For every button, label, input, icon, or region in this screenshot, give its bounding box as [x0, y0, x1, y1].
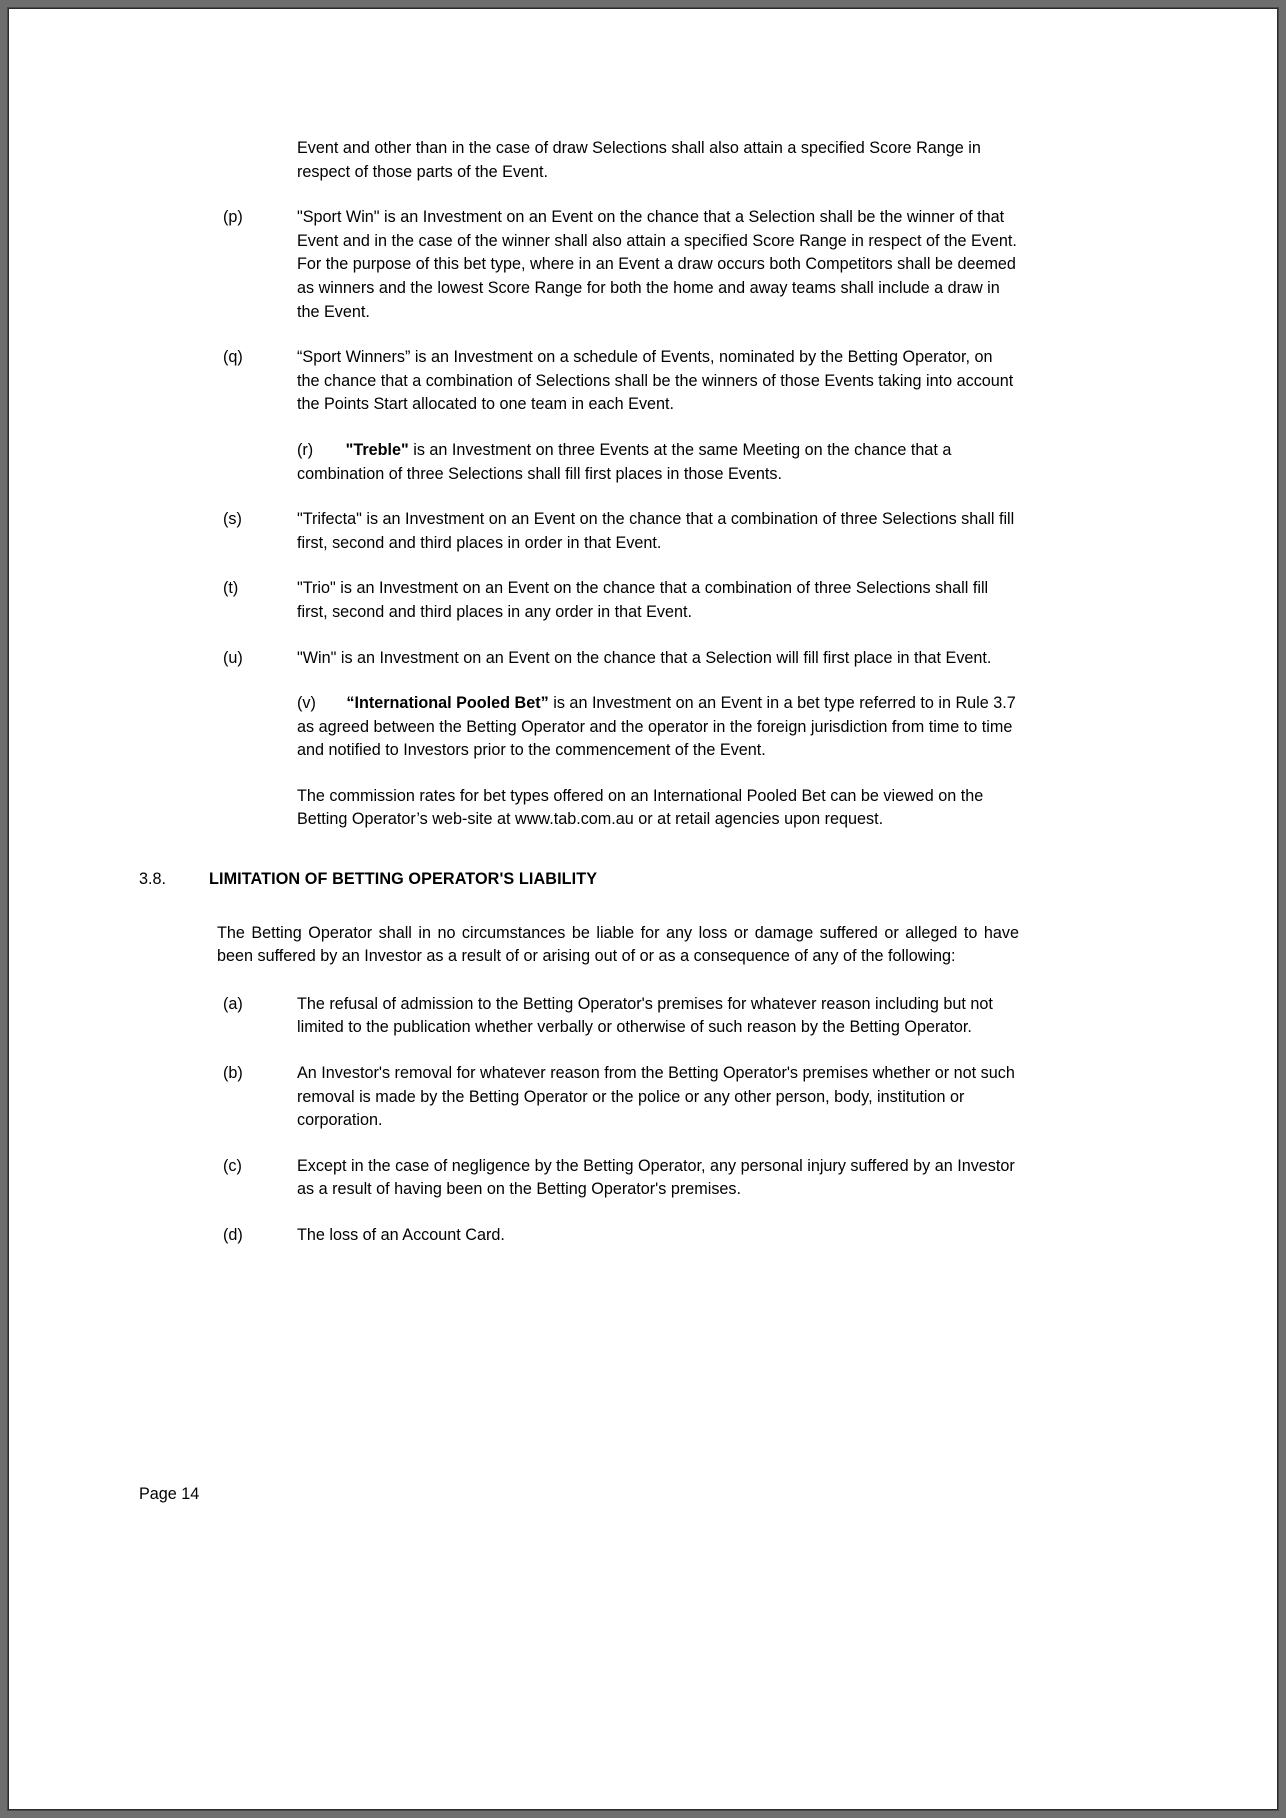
clause-v: [297, 692, 1019, 763]
liability-item-c: [139, 1155, 1019, 1202]
clause-marker-s: (s): [223, 510, 242, 529]
liability-item-a: [139, 993, 1019, 1040]
page-number-label: Page 14: [139, 1485, 200, 1503]
liability-text-d: The loss of an Account Card.: [297, 1226, 505, 1244]
clause-text-q: “Sport Winners” is an Investment on a schedule of Events, nominated by the Betting Operator, on the chance that a combination of Selections shall be the winners of those Events taking into account the Points Start allocated to one team in each Event.: [297, 348, 1014, 414]
liability-text-c: Except in the case of negligence by the Betting Operator, any personal injury suffered by an Investor as a result of having been on the Betting Operator's premises.: [297, 1156, 1015, 1199]
clause-text-p: "Sport Win" is an Investment on an Event on the chance that a Selection shall be the winner of that Event and in the case of the winner shall also attain a specified Score Range in respect of the Event. For the purpose of this bet type, where in an Event a draw occurs both Competitors shall be deemed as winners and the lowest Score Range for both the home and away teams shall include a draw in the Event.: [297, 208, 1017, 321]
section-heading-3-8: [139, 868, 1019, 892]
liability-marker-b: (b): [223, 1064, 243, 1083]
clause-text-s: "Trifecta" is an Investment on an Event on the chance that a combination of three Selections shall fill first, second and third places in order in that Event.: [297, 510, 1015, 552]
document-page-sheet: [8, 8, 1278, 1810]
clause-marker-p: (p): [223, 208, 243, 227]
commission-rates-text: The commission rates for bet types offered on an International Pooled Bet can be viewed on the Betting Operator’s web-site at www.tab.com.au or at retail agencies upon request.: [297, 786, 984, 829]
clause-p: [139, 206, 1019, 324]
liability-item-b: [139, 1062, 1019, 1133]
liability-marker-d: (d): [223, 1226, 243, 1244]
clause-text-v: is an Investment on an Event in a bet type referred to in Rule 3.7 as agreed between the Betting Operator and the operator in the foreign jurisdiction from time to time and notified to Investors prior to the commencement of the Event.: [297, 694, 1016, 760]
clause-term-international-pooled-bet: “International Pooled Bet”: [346, 694, 549, 713]
clause-marker-q: (q): [223, 348, 243, 367]
liability-marker-a: (a): [223, 994, 243, 1013]
clause-marker-r: (r): [297, 440, 314, 459]
clause-t: [139, 577, 1019, 624]
clause-text-t: "Trio" is an Investment on an Event on the chance that a combination of three Selections shall fill first, second and third places in any order in that Event.: [297, 579, 989, 621]
commission-rates-note: [297, 785, 1019, 832]
section-number: 3.8.: [139, 870, 167, 889]
section-lead-paragraph: [217, 922, 1019, 969]
continuation-paragraph: [297, 137, 1019, 184]
page-content-area: [9, 9, 1277, 1809]
clause-marker-v: (v): [297, 694, 316, 713]
liability-item-d: [139, 1224, 1019, 1248]
section-lead-text: The Betting Operator shall in no circumstances be liable for any loss or damage suffered or alleged to have been suffered by an Investor as a result of or arising out of or as a consequence of any of the following:: [217, 923, 1019, 966]
continuation-text: Event and other than in the case of draw Selections shall also attain a specified Score Range in respect of those parts of the Event.: [297, 139, 981, 181]
clause-r: [297, 439, 1019, 486]
clause-term-treble: "Treble": [345, 440, 409, 459]
clause-text-u: "Win" is an Investment on an Event on the chance that a Selection will fill first place in that Event.: [297, 648, 992, 667]
clause-marker-t: (t): [223, 579, 239, 598]
liability-text-b: An Investor's removal for whatever reason from the Betting Operator's premises whether or not such removal is made by the Betting Operator or the police or any other person, body, institution or corporation.: [297, 1064, 1015, 1130]
document-body: [139, 137, 1019, 1270]
clause-s: [139, 508, 1019, 555]
liability-text-a: The refusal of admission to the Betting Operator's premises for whatever reason including but not limited to the publication whether verbally or otherwise of such reason by the Betting Operator.: [297, 994, 993, 1037]
liability-marker-c: (c): [223, 1156, 242, 1175]
clause-u: [139, 647, 1019, 671]
section-title: LIMITATION OF BETTING OPERATOR'S LIABILITY: [209, 870, 598, 889]
clause-marker-u: (u): [223, 648, 243, 667]
clause-text-r: is an Investment on three Events at the same Meeting on the chance that a combination of three Selections shall fill first places in those Events.: [297, 440, 952, 483]
page-footer: [139, 1485, 199, 1504]
clause-q: [139, 346, 1019, 417]
